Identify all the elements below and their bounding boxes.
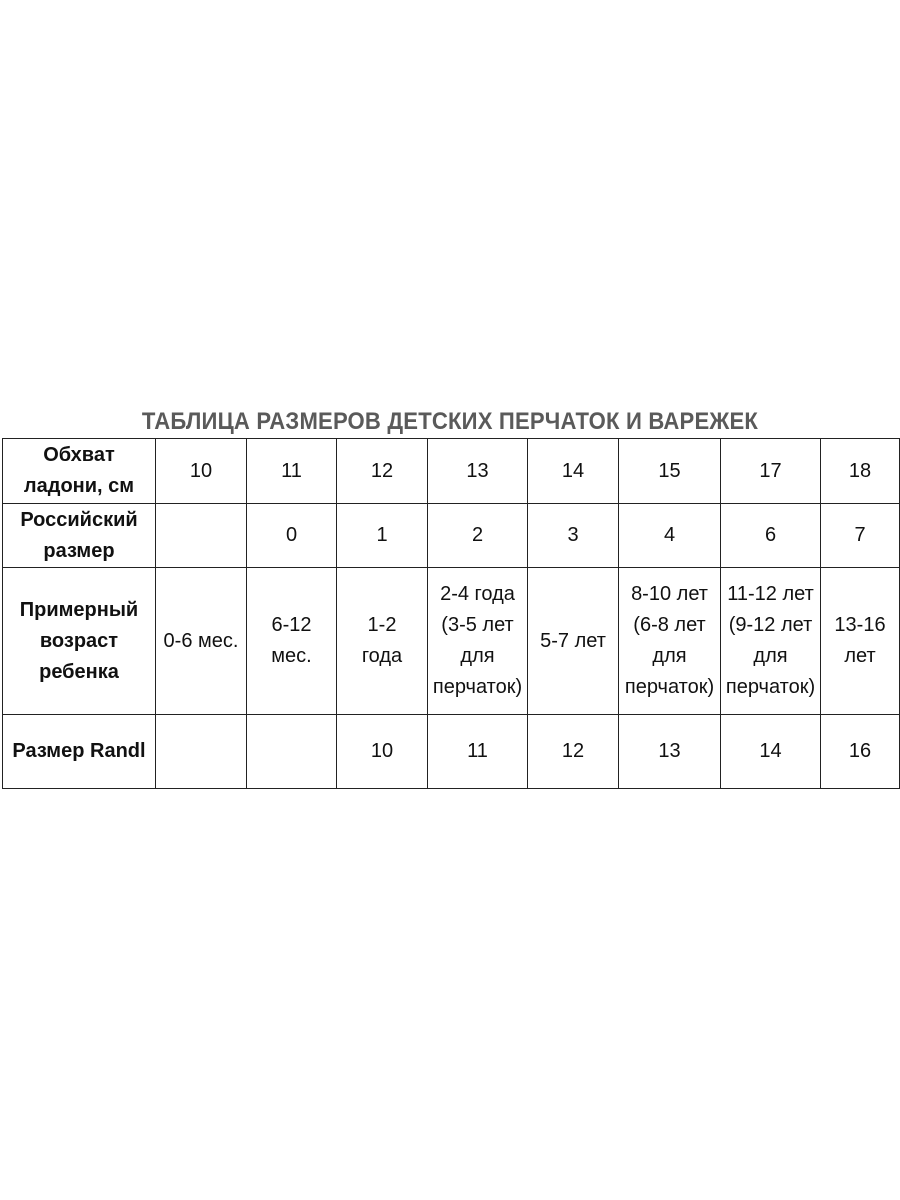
size-table	[2, 438, 900, 789]
table-cell: 18	[821, 439, 900, 504]
table-cell: 7	[821, 504, 900, 568]
table-cell	[156, 715, 247, 789]
table-cell: 13	[428, 439, 528, 504]
table-row	[3, 715, 900, 789]
table-cell: 11-12 лет (9-12 лет для перчаток)	[721, 568, 821, 715]
table-cell: 2-4 года (3-5 лет для перчаток)	[428, 568, 528, 715]
table-cell: 15	[619, 439, 721, 504]
table-cell: 14	[528, 439, 619, 504]
table-cell: 16	[821, 715, 900, 789]
table-cell: 5-7 лет	[528, 568, 619, 715]
table-cell: 17	[721, 439, 821, 504]
table-cell: 3	[528, 504, 619, 568]
table-cell: 12	[337, 439, 428, 504]
table-cell: 8-10 лет (6-8 лет для перчаток)	[619, 568, 721, 715]
row-header: Примерный возраст ребенка	[3, 568, 156, 715]
table-title: ТАБЛИЦА РАЗМЕРОВ ДЕТСКИХ ПЕРЧАТОК И ВАРЕЖЕК	[141, 408, 759, 435]
table-cell: 13-16 лет	[821, 568, 900, 715]
table-row	[3, 439, 900, 504]
table-cell: 11	[247, 439, 337, 504]
table-row	[3, 568, 900, 715]
row-header: Российский размер	[3, 504, 156, 568]
row-header: Обхват ладони, см	[3, 439, 156, 504]
table-cell: 14	[721, 715, 821, 789]
table-cell: 2	[428, 504, 528, 568]
table-cell: 13	[619, 715, 721, 789]
table-cell: 10	[156, 439, 247, 504]
table-cell	[247, 715, 337, 789]
table-cell: 1-2 года	[337, 568, 428, 715]
table-cell: 6-12 мес.	[247, 568, 337, 715]
table-row	[3, 504, 900, 568]
table-cell: 11	[428, 715, 528, 789]
table-cell: 6	[721, 504, 821, 568]
table-cell: 10	[337, 715, 428, 789]
table-cell	[156, 504, 247, 568]
table-cell: 1	[337, 504, 428, 568]
table-cell: 12	[528, 715, 619, 789]
table-cell: 0-6 мес.	[156, 568, 247, 715]
row-header: Размер Randl	[3, 715, 156, 789]
table-cell: 0	[247, 504, 337, 568]
table-cell: 4	[619, 504, 721, 568]
